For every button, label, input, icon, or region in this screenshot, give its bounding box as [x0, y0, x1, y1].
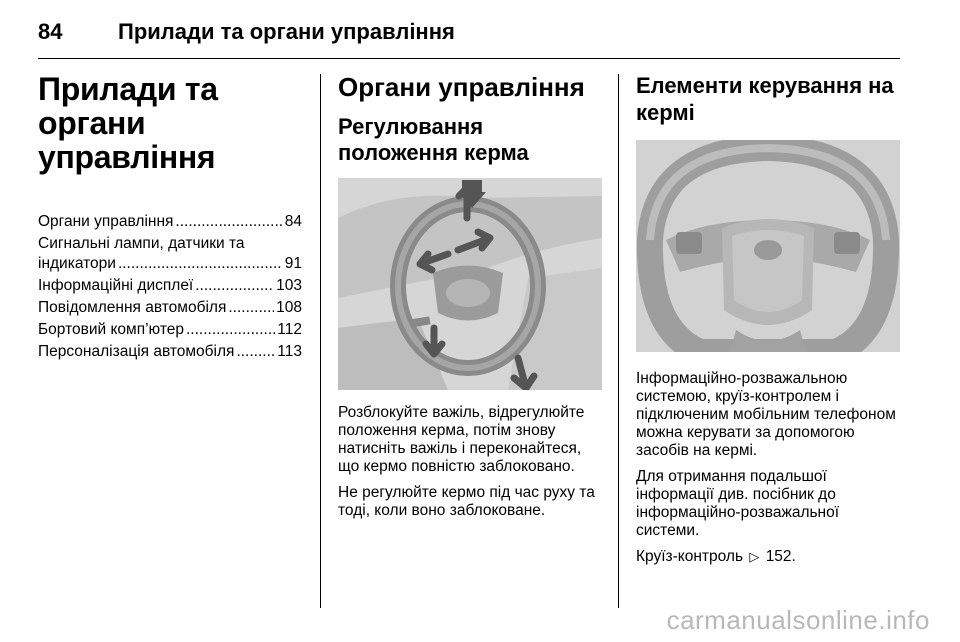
toc-item-text-cont: індикатори	[38, 255, 116, 272]
toc-dots	[228, 298, 274, 318]
toc-dots	[118, 254, 283, 274]
toc-item[interactable]	[38, 212, 302, 232]
column-divider-1	[320, 74, 321, 608]
toc-dots	[186, 320, 275, 340]
steering-wheel-illustration	[636, 140, 900, 352]
toc-item[interactable]	[38, 276, 302, 296]
toc-list	[38, 212, 302, 362]
toc-dots	[195, 276, 274, 296]
steering-adjust-figure	[338, 178, 602, 390]
toc-item-text: Сигнальні лампи, датчики та	[38, 235, 245, 252]
toc-item-text: Інформаційні дисплеї	[38, 277, 194, 294]
steering-wheel-figure	[636, 140, 900, 352]
toc-item-page: 84	[284, 213, 302, 230]
crossref-text: Круїз-контроль	[636, 548, 744, 565]
page-number: 84	[38, 19, 63, 44]
paragraph: Розблокуйте важіль, відрегулюйте положення керма, потім знову натисніть важіль і переконайтеся, що кермо повністю заблоковано.	[338, 404, 585, 475]
running-title: Прилади та органи управління	[118, 19, 455, 44]
page-header	[38, 14, 455, 50]
toc-item-page: 112	[277, 321, 302, 338]
column-wheel-controls	[636, 72, 902, 574]
toc-item-page: 103	[276, 277, 302, 294]
toc-item-text: Бортовий комп’ютер	[38, 321, 184, 338]
toc-item[interactable]	[38, 320, 302, 340]
paragraph: Не регулюйте кермо під час руху та тоді, коли воно заблоковане.	[338, 484, 595, 519]
steering-adjust-illustration	[338, 178, 602, 390]
subsection-title: Елементи керування на кермі	[636, 73, 894, 125]
crossref-arrow-icon: ▷	[749, 549, 760, 564]
section-title: Органи управління	[338, 72, 585, 102]
paragraph: Інформаційно-розважальною системою, круїз-контролем і підключеним мобільним телефоном можна керувати за допомогою засобів на кермі.	[636, 370, 896, 459]
toc-item[interactable]	[38, 298, 302, 318]
toc-item-page: 91	[284, 255, 302, 272]
header-rule	[38, 58, 900, 59]
paragraph: Для отримання подальшої інформації див. посібник до інформаційно-розважальної системи.	[636, 468, 840, 539]
watermark: carmanualsonline.info	[666, 605, 930, 635]
column-divider-2	[618, 74, 619, 608]
toc-item[interactable]	[38, 342, 302, 362]
crossref-paragraph	[636, 548, 902, 566]
crossref-page[interactable]: 152.	[765, 548, 796, 565]
chapter-title: Прилади та органи управління	[38, 71, 218, 175]
toc-dots	[236, 342, 275, 362]
toc-item-page: 108	[276, 299, 302, 316]
column-contents	[38, 72, 302, 364]
toc-dots	[175, 212, 282, 232]
toc-item[interactable]	[38, 234, 302, 274]
toc-item-page: 113	[277, 343, 302, 360]
toc-item-text: Органи управління	[38, 213, 174, 230]
toc-item-text: Повідомлення автомобіля	[38, 299, 227, 316]
column-controls	[338, 72, 604, 528]
subsection-title: Регулювання положення керма	[338, 114, 529, 165]
toc-item-text: Персоналізація автомобіля	[38, 343, 235, 360]
